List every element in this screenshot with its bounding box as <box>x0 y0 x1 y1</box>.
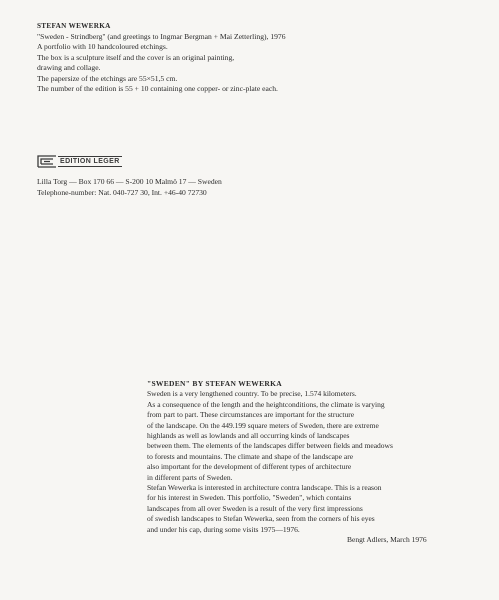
essay-line: also important for the development of different types of architecture <box>147 462 352 472</box>
description-line: The box is a sculpture itself and the cover is an original painting, <box>37 52 235 62</box>
essay-line: Stefan Wewerka is interested in architecture contra landscape. This is a reason <box>147 483 382 493</box>
essay-title: "SWEDEN" BY STEFAN WEWERKA <box>147 379 282 388</box>
logo-wordmark: EDITION LEGER <box>60 157 120 165</box>
essay-line: landscapes from all over Sweden is a result of the very first impressions <box>147 503 363 513</box>
essay-line: between them. The elements of the landscapes differ between fields and meadows <box>147 441 393 451</box>
description-line: The papersize of the etchings are 55×51,5 cm. <box>37 73 178 83</box>
description-line: drawing and collage. <box>37 63 101 72</box>
description-line: The number of the edition is 55 + 10 containing one copper- or zinc-plate each. <box>37 84 278 93</box>
essay-signature: Bengt Adlers, March 1976 <box>347 535 427 545</box>
essay-line: of swedish landscapes to Stefan Wewerka, seen from the corners of his eyes <box>147 514 375 524</box>
publisher-address <box>37 177 222 198</box>
essay-line: to forests and mountains. The climate and shape of the landscape are <box>147 451 354 461</box>
description-line: A portfolio with 10 handcoloured etchings. <box>37 42 168 51</box>
publisher-logo <box>37 153 122 169</box>
essay-line: Sweden is a very lengthened country. To be precise, 1.574 kilometers. <box>147 389 357 399</box>
edition-leger-logo-icon <box>37 155 57 168</box>
artist-name: STEFAN WEWERKA <box>37 22 111 30</box>
essay-line: in different parts of Sweden. <box>147 472 233 482</box>
essay-line: from part to part. These circumstances are important for the structure <box>147 410 355 420</box>
description-line: "Sweden - Strindberg" (and greetings to Ingmar Bergman + Mai Zetterling), 1976 <box>37 31 286 41</box>
edition-description <box>37 21 477 95</box>
essay-line: As a consequence of the length and the heightconditions, the climate is varying <box>147 399 385 409</box>
essay-line: highlands as well as lowlands and all occurring kinds of landscapes <box>147 431 350 441</box>
address-line: Lilla Torg — Box 170 66 — S-200 10 Malmö 17 — Sweden <box>37 177 222 186</box>
essay-line: for his interest in Sweden. This portfolio, "Sweden", which contains <box>147 493 352 503</box>
essay <box>147 379 477 546</box>
essay-line: and under his cap, during some visits 1975—1976. <box>147 524 300 534</box>
essay-line: of the landscape. On the 449.199 square meters of Sweden, there are extreme <box>147 420 379 430</box>
telephone-line: Telephone-number: Nat. 040-727 30, Int. +46-40 72730 <box>37 187 207 197</box>
